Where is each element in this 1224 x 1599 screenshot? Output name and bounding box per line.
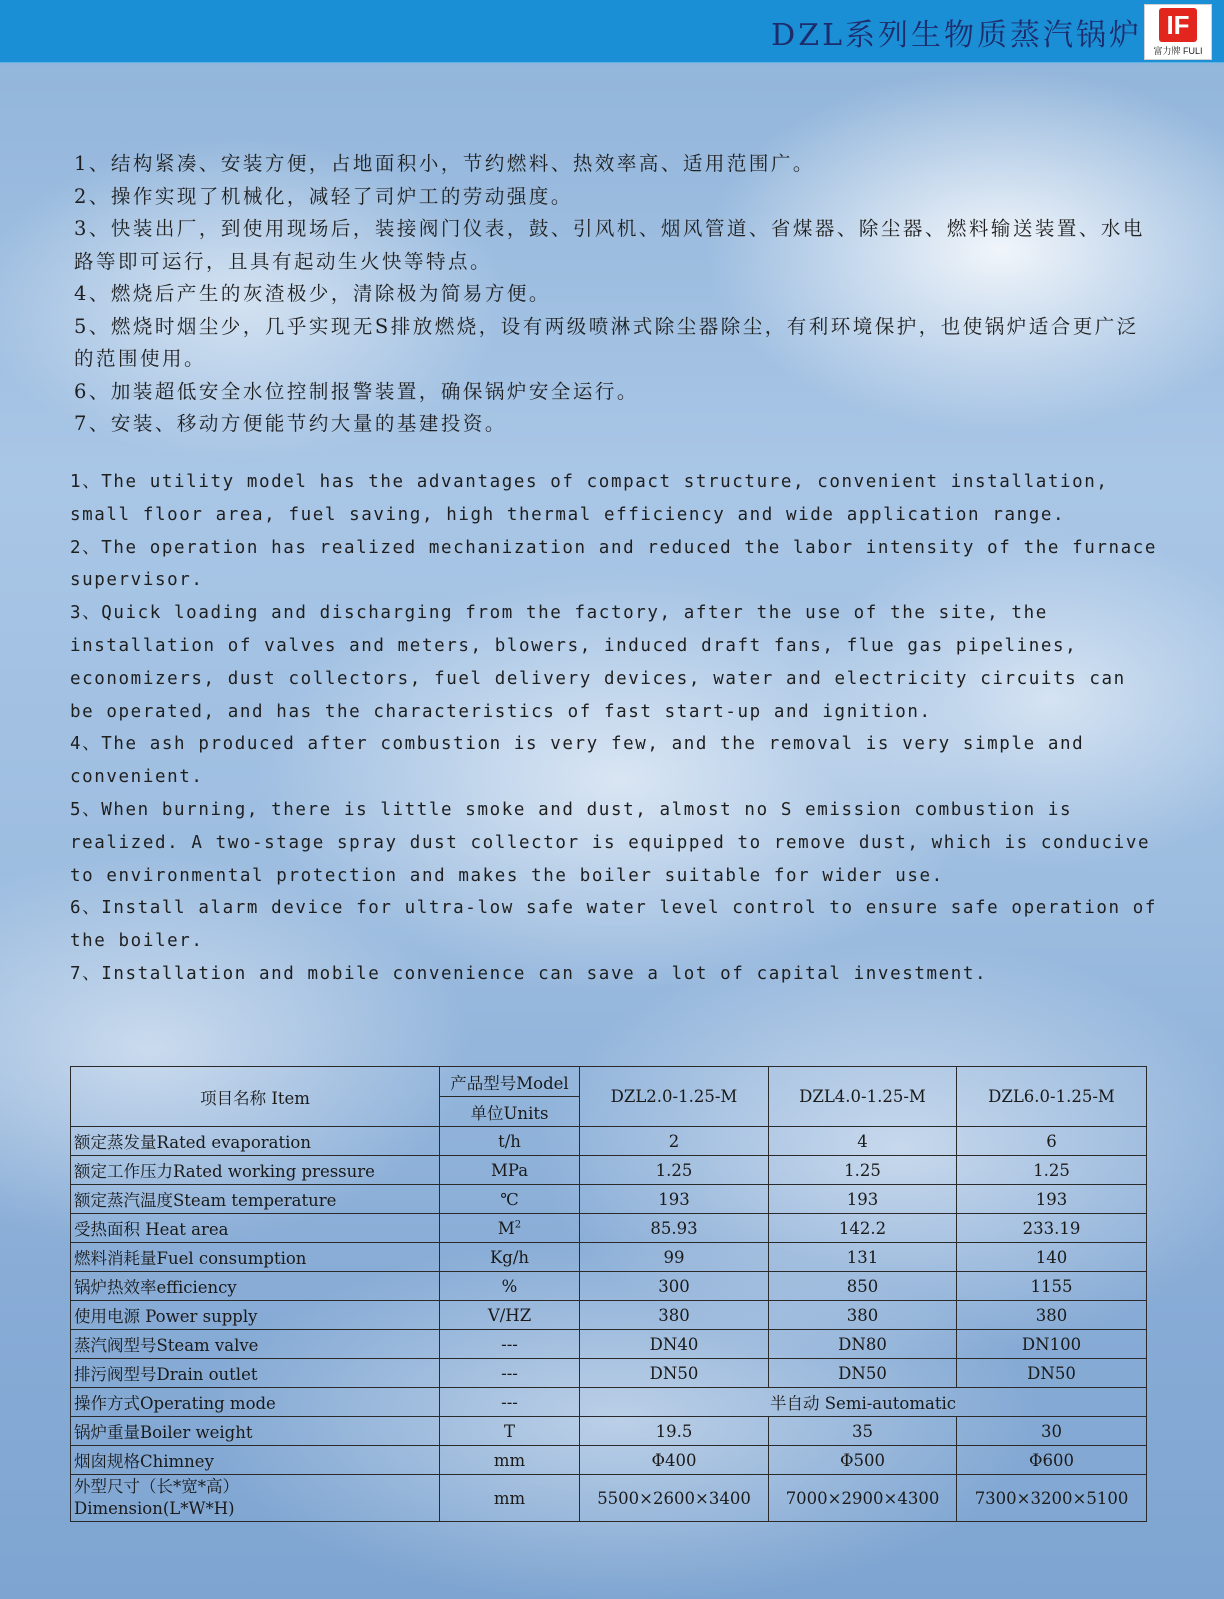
table-row bbox=[71, 1417, 1147, 1446]
brand-logo bbox=[1144, 4, 1212, 60]
row-name bbox=[71, 1475, 440, 1522]
row-unit: V/HZ bbox=[440, 1301, 580, 1330]
row-value: 380 bbox=[580, 1301, 769, 1330]
row-value: 30 bbox=[957, 1417, 1147, 1446]
feature-en-6: 6、Install alarm device for ultra-low safe water level control to ensure safe operation of the boiler. bbox=[70, 898, 1158, 952]
row-value: 7000×2900×4300 bbox=[769, 1475, 957, 1522]
row-value: 6 bbox=[957, 1127, 1147, 1156]
feature-cn-6: 6、加装超低安全水位控制报警装置，确保锅炉安全运行。 bbox=[74, 379, 639, 403]
table-row bbox=[71, 1301, 1147, 1330]
row-value: 1155 bbox=[957, 1272, 1147, 1301]
row-unit: ℃ bbox=[440, 1185, 580, 1214]
table-row bbox=[71, 1330, 1147, 1359]
dimension-name-cn: 外型尺寸（长*宽*高） bbox=[74, 1477, 239, 1496]
feature-en-2: 2、The operation has realized mechanization and reduced the labor intensity of the furnace supervisor. bbox=[70, 537, 1158, 591]
unit-superscript: 2 bbox=[514, 1219, 522, 1230]
table-row bbox=[71, 1214, 1147, 1243]
row-value: 99 bbox=[580, 1243, 769, 1272]
logo-mark: IF bbox=[1159, 8, 1197, 42]
row-value: 131 bbox=[769, 1243, 957, 1272]
row-name: 额定蒸发量Rated evaporation bbox=[71, 1127, 440, 1156]
row-value: 35 bbox=[769, 1417, 957, 1446]
feature-en-5: 5、When burning, there is little smoke and dust, almost no S emission combustion is realized. A two-stage spray dust collector is equipped to remove dust, which is conducive to environmental protection and makes the boiler suitable for wider use. bbox=[70, 799, 1151, 886]
row-value: 850 bbox=[769, 1272, 957, 1301]
model-3-header: DZL6.0-1.25-M bbox=[957, 1067, 1147, 1127]
feature-en-1: 1、The utility model has the advantages of compact structure, convenient installation, small floor area, fuel saving, high thermal efficiency and wide application range. bbox=[70, 472, 1109, 525]
row-unit: --- bbox=[440, 1330, 580, 1359]
logo-text: 富力牌 FULI bbox=[1153, 46, 1203, 56]
row-name: 燃料消耗量Fuel consumption bbox=[71, 1243, 440, 1272]
row-value: 142.2 bbox=[769, 1214, 957, 1243]
row-value: 半自动 Semi-automatic bbox=[580, 1388, 1147, 1417]
row-name: 烟囱规格Chimney bbox=[71, 1446, 440, 1475]
model-1-header: DZL2.0-1.25-M bbox=[580, 1067, 769, 1127]
row-name: 操作方式Operating mode bbox=[71, 1388, 440, 1417]
table-row bbox=[71, 1359, 1147, 1388]
row-name: 受热面积 Heat area bbox=[71, 1214, 440, 1243]
unit-text: M bbox=[497, 1218, 515, 1238]
row-unit: MPa bbox=[440, 1156, 580, 1185]
model-header: 产品型号Model bbox=[440, 1067, 580, 1097]
feature-cn-3: 3、快装出厂，到使用现场后，装接阀门仪表，鼓、引风机、烟风管道、省煤器、除尘器、燃料输送装置、水电路等即可运行，且具有起动生火快等特点。 bbox=[74, 217, 1145, 273]
model-2-header: DZL4.0-1.25-M bbox=[769, 1067, 957, 1127]
row-value: 193 bbox=[580, 1185, 769, 1214]
feature-cn-5: 5、燃烧时烟尘少，几乎实现无S排放燃烧，设有两级喷淋式除尘器除尘，有利环境保护，也使锅炉适合更广泛的范围使用。 bbox=[74, 314, 1139, 370]
units-header: 单位Units bbox=[440, 1097, 580, 1127]
row-unit: --- bbox=[440, 1388, 580, 1417]
row-unit: mm bbox=[440, 1446, 580, 1475]
row-value: Φ400 bbox=[580, 1446, 769, 1475]
row-value: 85.93 bbox=[580, 1214, 769, 1243]
row-value: Φ600 bbox=[957, 1446, 1147, 1475]
row-unit: t/h bbox=[440, 1127, 580, 1156]
row-value: DN100 bbox=[957, 1330, 1147, 1359]
row-name: 蒸汽阀型号Steam valve bbox=[71, 1330, 440, 1359]
row-unit: % bbox=[440, 1272, 580, 1301]
row-name: 锅炉重量Boiler weight bbox=[71, 1417, 440, 1446]
row-value: DN50 bbox=[769, 1359, 957, 1388]
header-bar bbox=[0, 0, 1224, 63]
row-value: 193 bbox=[957, 1185, 1147, 1214]
item-header: 项目名称 Item bbox=[71, 1067, 440, 1127]
row-value: 19.5 bbox=[580, 1417, 769, 1446]
table-row bbox=[71, 1272, 1147, 1301]
dimension-name-en: Dimension(L*W*H) bbox=[74, 1499, 235, 1518]
feature-cn-1: 1、结构紧凑、安装方便，占地面积小，节约燃料、热效率高、适用范围广。 bbox=[74, 152, 815, 175]
feature-en-3: 3、Quick loading and discharging from the factory, after the use of the site, the installation of valves and meters, blowers, induced draft fans, flue gas pipelines, economizers, dust collectors, fuel delivery devices, water and electricity circuits can be operated, and has the characteristics of fast start-up and ignition. bbox=[70, 603, 1126, 722]
row-unit: --- bbox=[440, 1359, 580, 1388]
row-value: 5500×2600×3400 bbox=[580, 1475, 769, 1522]
features-chinese bbox=[74, 148, 1154, 441]
page-title: DZL系列生物质蒸汽锅炉 bbox=[771, 18, 1142, 53]
feature-cn-2: 2、操作实现了机械化，减轻了司炉工的劳动强度。 bbox=[74, 184, 573, 208]
row-name: 锅炉热效率efficiency bbox=[71, 1272, 440, 1301]
row-value: 193 bbox=[769, 1185, 957, 1214]
row-value: 1.25 bbox=[957, 1156, 1147, 1185]
table-row bbox=[71, 1388, 1147, 1417]
row-value: 380 bbox=[957, 1301, 1147, 1330]
row-value: 1.25 bbox=[580, 1156, 769, 1185]
table-row bbox=[71, 1156, 1147, 1185]
row-name: 使用电源 Power supply bbox=[71, 1301, 440, 1330]
row-value: Φ500 bbox=[769, 1446, 957, 1475]
features-english bbox=[70, 466, 1160, 991]
row-value: DN50 bbox=[580, 1359, 769, 1388]
row-name: 额定工作压力Rated working pressure bbox=[71, 1156, 440, 1185]
row-name: 额定蒸汽温度Steam temperature bbox=[71, 1185, 440, 1214]
table-row bbox=[71, 1127, 1147, 1156]
feature-en-7: 7、Installation and mobile convenience can save a lot of capital investment. bbox=[70, 963, 988, 984]
row-unit: T bbox=[440, 1417, 580, 1446]
row-name: 排污阀型号Drain outlet bbox=[71, 1359, 440, 1388]
feature-en-4: 4、The ash produced after combustion is very few, and the removal is very simple and convenient. bbox=[70, 734, 1085, 788]
row-value: 1.25 bbox=[769, 1156, 957, 1185]
table-row bbox=[71, 1475, 1147, 1522]
feature-cn-7: 7、安装、移动方便能节约大量的基建投资。 bbox=[74, 412, 507, 435]
row-unit: Kg/h bbox=[440, 1243, 580, 1272]
row-unit: mm bbox=[440, 1475, 580, 1522]
feature-cn-4: 4、燃烧后产生的灰渣极少，清除极为简易方便。 bbox=[74, 282, 551, 305]
table-row bbox=[71, 1243, 1147, 1272]
row-unit bbox=[440, 1214, 580, 1243]
table-row bbox=[71, 1446, 1147, 1475]
row-value: 300 bbox=[580, 1272, 769, 1301]
row-value: DN80 bbox=[769, 1330, 957, 1359]
row-value: DN50 bbox=[957, 1359, 1147, 1388]
row-value: 2 bbox=[580, 1127, 769, 1156]
row-value: 233.19 bbox=[957, 1214, 1147, 1243]
table-row bbox=[71, 1185, 1147, 1214]
spec-table bbox=[70, 1066, 1147, 1522]
row-value: 7300×3200×5100 bbox=[957, 1475, 1147, 1522]
row-value: 380 bbox=[769, 1301, 957, 1330]
table-header-row bbox=[71, 1067, 1147, 1097]
row-value: 140 bbox=[957, 1243, 1147, 1272]
row-value: DN40 bbox=[580, 1330, 769, 1359]
row-value: 4 bbox=[769, 1127, 957, 1156]
